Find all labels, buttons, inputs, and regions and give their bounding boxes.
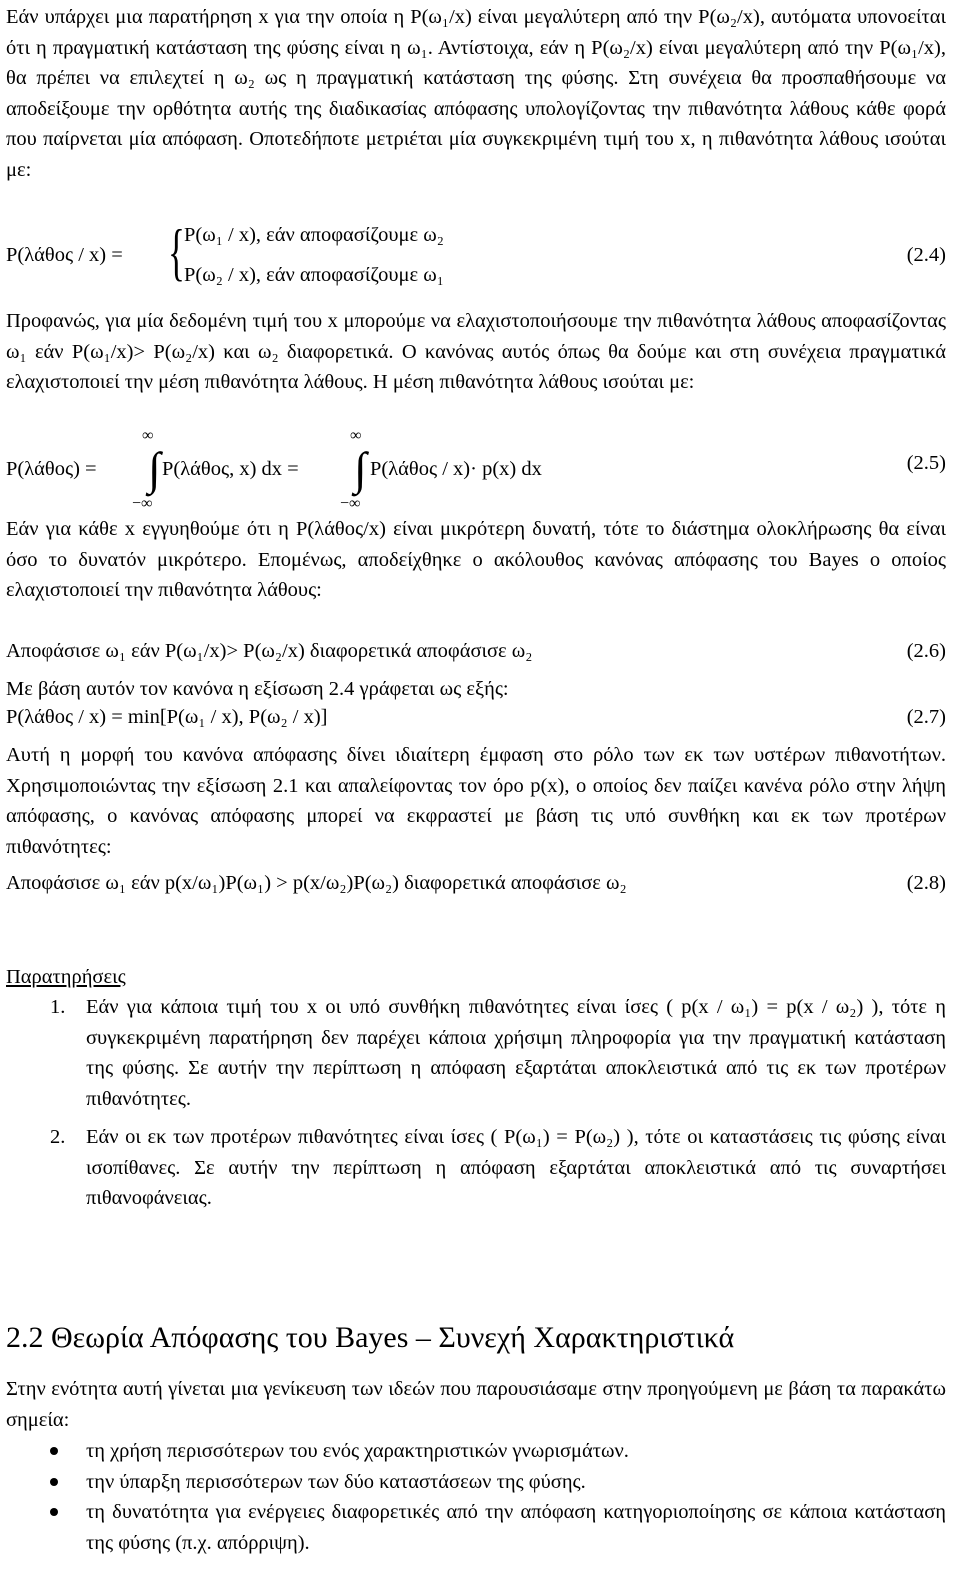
paragraph-min-error: Προφανώς, για μία δεδομένη τιμή του x μπορούμε να ελαχιστοποιήσουμε την πιθανότητα λάθους αποφασίζοντας ω₁ εάν P(ω₁/x)> P(ω₂/x) και ω₂ διαφορετικά. Ο κανόνας αυτός όπως θα δούμε και στη συνέχεια πραγματικά ελαχιστοποιεί την μέση πιθανότητα λάθους. Η μέση πιθανότητα λάθους ισούται με: [6,310,946,393]
equation-2-4-case2: P(ω₂ / x), εάν αποφασίζουμε ω₁ [184,264,444,286]
bullet-item [6,1467,946,1498]
equation-2-5-lhs: P(λάθος) = [6,458,97,480]
paragraph-rewrite: Με βάση αυτόν τον κανόνα η εξίσωση 2.4 γράφεται ως εξής: [6,678,509,700]
paragraph-generalization: Στην ενότητα αυτή γίνεται μια γενίκευση των ιδεών που παρουσιάσαμε στην προηγούμενη με βάση τα παρακάτω σημεία: [6,1378,946,1431]
equation-2-6 [6,640,946,672]
bullet-text: τη δυνατότητα για ενέργειες διαφορετικές από την απόφαση κατηγοριοποίησης σε κάποια κατάσταση της φύσης (π.χ. απόρριψη). [86,1501,946,1554]
equation-2-8 [6,872,946,904]
equation-2-6-text: Αποφάσισε ω₁ εάν P(ω₁/x)> P(ω₂/x) διαφορετικά αποφάσισε ω₂ [6,640,533,662]
bullet-item [6,1436,946,1467]
equation-2-7-number: (2.7) [906,706,946,728]
equation-2-5 [6,428,946,518]
equation-2-4-lhs: P(λάθος / x) = [6,244,123,266]
equation-2-7 [6,704,946,738]
equation-2-7-text: P(λάθος / x) = min[P(ω₁ / x), P(ω₂ / x)] [6,706,328,728]
bullet-item [6,1497,946,1558]
bullet-dot-icon [50,1447,58,1455]
integral-upper-limit-2: ∞ [350,427,362,444]
remark-item [6,1122,946,1214]
equation-2-4-case1: P(ω₁ / x), εάν αποφασίζουμε ω₂ [184,224,444,246]
equation-2-4 [6,216,946,290]
remark-number: 2. [50,1126,66,1148]
left-brace-symbol: { [168,216,185,287]
integral-lower-limit: −∞ [132,495,153,512]
equation-2-5-middle: P(λάθος, x) dx = [162,458,299,480]
equation-2-6-number: (2.6) [906,640,946,662]
equation-2-5-rhs: P(λάθος / x)· p(x) dx [370,458,542,480]
remark-item [6,992,946,1114]
remark-number: 1. [50,996,66,1018]
section-heading: 2.2 Θεωρία Απόφασης του Bayes – Συνεχή Χαρακτηριστικά [6,1321,735,1354]
remark-text: Εάν για κάποια τιμή του x οι υπό συνθήκη πιθανότητες είναι ίσες ( p(x / ω₁) = p(x / ω₂) ), τότε η συγκεκριμένη παρατήρηση δεν παρέχει κάποια χρήσιμη πληροφορία για την πραγματική κατάσταση της φύσης. Σε αυτήν την περίπτωση η απόφαση εξαρτάται αποκλειστικά από τις εκ των προτέρων πιθανότητες. [86,996,946,1110]
remarks-list [6,992,946,1214]
integral-upper-limit: ∞ [142,427,154,444]
paragraph-intro: Εάν υπάρχει μια παρατήρηση x για την οποία η P(ω₁/x) είναι μεγαλύτερη από την P(ω₂/x), αυτόματα υπονοείται ότι η πραγματική κατάσταση της φύσης είναι η ω₁. Αντίστοιχα, εάν η P(ω₂/x) είναι μεγαλύτερη από την P(ω₁/x), θα πρέπει να επιλεχτεί η ω₂ ως η πραγματική κατάσταση της φύσης. Στη συνέχεια θα προσπαθήσουμε να αποδείξουμε την ορθότητα αυτής της διαδικασίας απόφασης υπολογίζοντας την πιθανότητα λάθους κάθε φορά που παίρνεται μία απόφαση. Οποτεδήποτε μετριέται μία συγκεκριμένη τιμή του x, η πιθανότητα λάθους ισούται με: [6,6,946,181]
bullet-dot-icon [50,1478,58,1486]
equation-2-5-number: (2.5) [906,452,946,474]
bullet-list [6,1436,946,1558]
remarks-title: Παρατηρήσεις [6,966,126,988]
bullet-text: την ύπαρξη περισσότερων των δύο καταστάσεων της φύσης. [86,1470,586,1493]
integral-lower-limit-2: −∞ [340,495,361,512]
integral-symbol: ∫ [148,443,161,494]
remark-text: Εάν οι εκ των προτέρων πιθανότητες είναι ίσες ( P(ω₁) = P(ω₂) ), τότε οι καταστάσεις τις φύσης είναι ισοπίθανες. Σε αυτήν την περίπτωση η απόφαση εξαρτάται αποκλειστικά από τις συναρτήσει πιθανοφάνειας. [86,1126,946,1209]
paragraph-bayes-rule: Εάν για κάθε x εγγυηθούμε ότι η P(λάθος/x) είναι μικρότερη δυνατή, τότε το διάστημα ολοκλήρωσης θα είναι όσο το δυνατόν μικρότερο. Επομένως, αποδείχθηκε ο ακόλουθος κανόνας απόφασης του Bayes ο οποίος ελαχιστοποιεί την πιθανότητα λάθους: [6,518,946,601]
integral-symbol-2: ∫ [354,443,367,494]
equation-2-8-number: (2.8) [906,872,946,894]
paragraph-posterior: Αυτή η μορφή του κανόνα απόφασης δίνει ιδιαίτερη έμφαση στο ρόλο των εκ των υστέρων πιθανοτήτων. Χρησιμοποιώντας την εξίσωση 2.1 και απαλείφοντας τον όρο p(x), ο οποίος δεν παίζει κανένα ρόλο στην λήψη απόφασης, ο κανόνας απόφασης μπορεί να εκφραστεί με βάση τις υπό συνθήκη και εκ των προτέρων πιθανότητες: [6,744,946,858]
equation-2-8-text: Αποφάσισε ω₁ εάν p(x/ω₁)P(ω₁) > p(x/ω₂)P(ω₂) διαφορετικά αποφάσισε ω₂ [6,872,627,894]
bullet-text: τη χρήση περισσότερων του ενός χαρακτηριστικών γνωρισμάτων. [86,1440,629,1462]
bullet-dot-icon [50,1508,58,1516]
equation-2-4-number: (2.4) [906,244,946,266]
